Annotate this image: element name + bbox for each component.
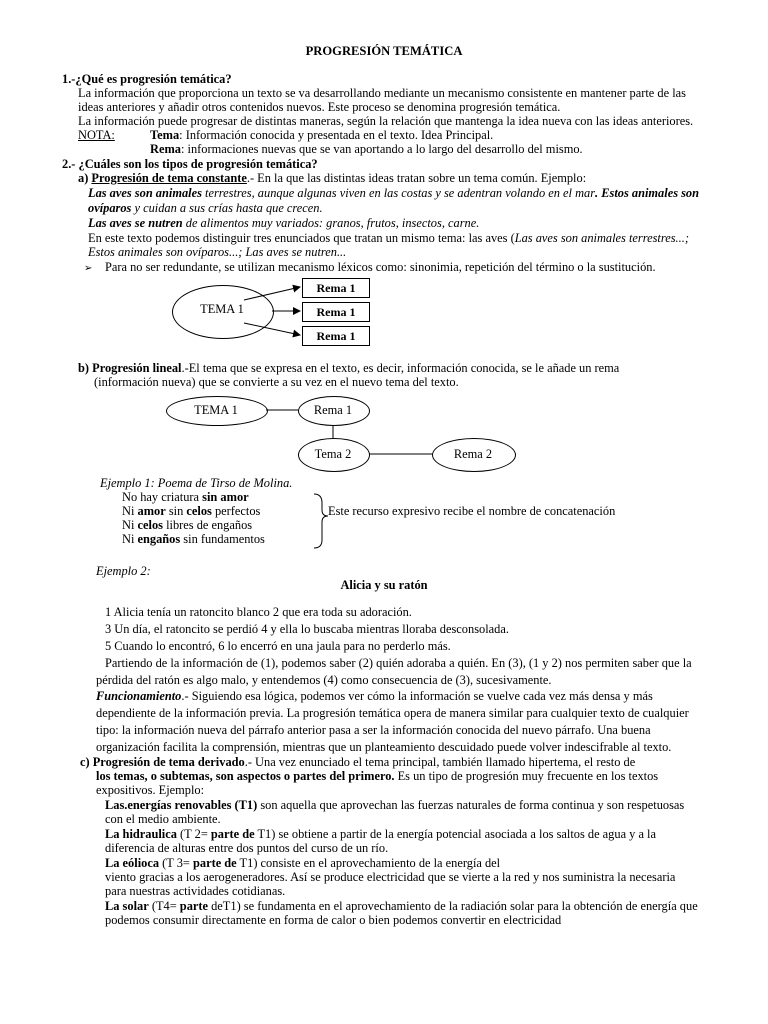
diagram-a-arrow bbox=[244, 323, 300, 335]
energy-text: T1) se obtiene a partir de la energía potencial asociada a los saltos de agua y a la bbox=[254, 827, 656, 841]
poem-line bbox=[122, 518, 252, 533]
example-a-bold: ovíparos bbox=[88, 201, 132, 215]
story-analysis: pérdida del ratón es algo malo, y entendemos (4) como consecuencia de (3), sucesivamente. bbox=[96, 673, 552, 687]
subsection-c-label: Progresión de tema derivado bbox=[92, 755, 245, 769]
section-1-paragraph-line: La información puede progresar de distintas maneras, según la relación que mantenga la idea nueva con las ideas anteriores. bbox=[78, 114, 694, 128]
diagram-a-rema-box: Rema 1 bbox=[302, 302, 370, 322]
energy-text: son aquella que aprovechan las fuerzas naturales de forma continua y son respetuosas bbox=[257, 798, 685, 812]
poem-text: libres de engaños bbox=[162, 518, 253, 532]
subsection-a-label: Progresión de tema constante bbox=[91, 171, 247, 185]
funcionamiento-text: .- Siguiendo esa lógica, podemos ver cómo la información se vuelve cada vez más densa y más bbox=[181, 689, 653, 703]
poem-bold: amor bbox=[137, 504, 166, 518]
energy-bold: parte bbox=[179, 899, 209, 913]
funcionamiento-line: tipo: la información nueva del párrafo anterior pasa a ser la información conocida del nuevo párrafo. Una buena bbox=[96, 723, 651, 737]
energy-text: deT1) se fundamenta en el aprovechamiento de la radiación solar para la obtención de energía que bbox=[208, 899, 698, 913]
subsection-c-heading bbox=[80, 755, 635, 770]
section-1-paragraph-line: La información que proporciona un texto se va desarrollando mediante un mecanismo consistente en mantener parte de las bbox=[78, 86, 686, 100]
energy-bold: parte de bbox=[210, 827, 255, 841]
subsection-c-bold: los temas, o subtemas, son aspectos o partes del primero. bbox=[96, 769, 395, 783]
energy-example-cont: con el medio ambiente. bbox=[105, 812, 221, 826]
arrow-bullet-icon: ➢ bbox=[84, 263, 93, 274]
example-a-italic: de alimentos muy variados: granos, frutos, insectos, carne. bbox=[182, 216, 480, 230]
poem-bold: sin amor bbox=[202, 490, 249, 504]
energy-text: T1) consiste en el aprovechamiento de la energía del bbox=[236, 856, 501, 870]
diagram-b-tema2-label: Tema 2 bbox=[314, 447, 352, 461]
poem-text: Ni bbox=[122, 504, 138, 518]
subsection-a-marker: a) bbox=[78, 171, 92, 185]
tema-label: Tema bbox=[150, 128, 180, 142]
subsection-b-label: Progresión lineal bbox=[92, 361, 182, 375]
funcionamiento-line bbox=[96, 689, 653, 704]
diagram-a-arrow bbox=[244, 287, 300, 300]
diagram-b-rema2-label: Rema 2 bbox=[453, 447, 493, 461]
poem-text: sin bbox=[165, 504, 187, 518]
poem-line bbox=[122, 504, 260, 519]
energy-example bbox=[105, 798, 684, 813]
section-1-heading: 1.-¿Qué es progresión temática? bbox=[62, 72, 232, 86]
funcionamiento-line: dependiente de la información previa. La progresión temática opera de manera similar para cualquier texto de cualquier bbox=[96, 706, 689, 720]
subsection-c-line bbox=[96, 769, 658, 784]
subsection-b-marker: b) bbox=[78, 361, 93, 375]
story-title: Alicia y su ratón bbox=[340, 578, 428, 592]
subsection-c-line: expositivos. Ejemplo: bbox=[96, 783, 205, 797]
energy-text: (T 3= bbox=[159, 856, 193, 870]
story-line: 5 Cuando lo encontró, 6 lo encerró en una jaula para no perderlo más. bbox=[105, 639, 451, 653]
example-a-bold: Las aves son animales bbox=[88, 186, 202, 200]
bullet-text: Para no ser redundante, se utilizan mecanismo léxicos como: sinonimia, repetición del término o la sustitución. bbox=[105, 260, 656, 274]
energy-text: (T4= bbox=[148, 899, 180, 913]
poem-text: Ni bbox=[122, 532, 138, 546]
energy-example-cont: viento gracias a los aerogeneradores. Así se produce electricidad que se vierte a la red y nos suministra la necesaria bbox=[105, 870, 676, 884]
diagram-a-tema-label: TEMA 1 bbox=[200, 302, 244, 316]
subsection-c-text: .- Una vez enunciado el tema principal, también llamado hipertema, el resto de bbox=[244, 755, 636, 769]
energy-bold: La eólioca bbox=[105, 856, 160, 870]
curly-brace-icon bbox=[314, 494, 328, 548]
energy-bold: Las.energías renovables (T1) bbox=[105, 798, 258, 812]
poem-text: No hay criatura bbox=[122, 490, 203, 504]
energy-example-cont: diferencia de alturas entre dos puntos del curso de un río. bbox=[105, 841, 389, 855]
subsection-a-text: .- En la que las distintas ideas tratan sobre un tema común. Ejemplo: bbox=[246, 171, 587, 185]
energy-example bbox=[105, 827, 656, 842]
example-a-analysis-italic: Las aves son animales terrestres...; bbox=[514, 231, 689, 245]
rema-label: Rema bbox=[150, 142, 181, 156]
diagram-b-tema1-label: TEMA 1 bbox=[194, 403, 238, 417]
poem-text: sin fundamentos bbox=[180, 532, 265, 546]
example-2-title: Ejemplo 2: bbox=[96, 564, 151, 578]
diagram-a-rema-box: Rema 1 bbox=[302, 278, 370, 298]
poem-line bbox=[122, 490, 249, 505]
tema-definition: : Información conocida y presentada en el texto. Idea Principal. bbox=[179, 128, 494, 142]
poem-bold: celos bbox=[137, 518, 163, 532]
story-line: 1 Alicia tenía un ratoncito blanco 2 que era toda su adoración. bbox=[105, 605, 412, 619]
example-a-analysis-text: En este texto podemos distinguir tres enunciados que tratan un mismo tema: las aves ( bbox=[88, 231, 515, 245]
subsection-b-text-cont: (información nueva) que se convierte a su vez en el nuevo tema del texto. bbox=[94, 375, 459, 389]
subsection-c-marker: c) bbox=[80, 755, 93, 769]
funcionamiento-line: organización facilita la comprensión, mientras que un planteamiento descuidado puede volver indescifrable al texto. bbox=[96, 740, 672, 754]
energy-example bbox=[105, 856, 500, 871]
poem-bold: engaños bbox=[137, 532, 181, 546]
poem-text: perfectos bbox=[211, 504, 261, 518]
example-a-bold: Las aves se nutren bbox=[88, 216, 183, 230]
example-a-italic: y cuidan a sus crías hasta que crecen. bbox=[131, 201, 323, 215]
energy-bold: La solar bbox=[105, 899, 149, 913]
energy-example-cont: para nuestras actividades cotidianas. bbox=[105, 884, 286, 898]
story-line: 3 Un día, el ratoncito se perdió 4 y ella lo buscaba mientras lloraba desconsolada. bbox=[105, 622, 509, 636]
poem-text: Ni bbox=[122, 518, 138, 532]
subsection-b-text: .-El tema que se expresa en el texto, es decir, información conocida, se le añade un rema bbox=[181, 361, 620, 375]
diagram-b-rema1-label: Rema 1 bbox=[313, 403, 353, 417]
subsection-c-text: Es un tipo de progresión muy frecuente en los textos bbox=[394, 769, 659, 783]
funcionamiento-label: Funcionamiento bbox=[96, 689, 182, 703]
section-1-paragraph-line: ideas anteriores y añadir otros contenidos nuevos. Este proceso se denomina progresión temática. bbox=[78, 100, 561, 114]
poem-bold: celos bbox=[186, 504, 212, 518]
subsection-b-heading bbox=[78, 361, 619, 376]
page-title: PROGRESIÓN TEMÁTICA bbox=[305, 44, 463, 58]
energy-bold: La hidraulica bbox=[105, 827, 177, 841]
brace-note: Este recurso expresivo recibe el nombre de concatenación bbox=[328, 504, 616, 518]
example-1-title: Ejemplo 1: Poema de Tirso de Molina. bbox=[100, 476, 293, 490]
energy-example bbox=[105, 899, 698, 914]
section-2-heading: 2.- ¿Cuáles son los tipos de progresión temática? bbox=[62, 157, 318, 171]
poem-line bbox=[122, 532, 265, 547]
nota-label: NOTA: bbox=[78, 128, 115, 142]
energy-example-cont: podemos consumir directamente en forma de calor o bien podemos convertir en electricidad bbox=[105, 913, 562, 927]
example-a-bold: . Estos animales son bbox=[595, 186, 700, 200]
energy-text: (T 2= bbox=[176, 827, 211, 841]
energy-bold: parte de bbox=[192, 856, 237, 870]
rema-definition: : informaciones nuevas que se van aportando a lo largo del desarrollo del mismo. bbox=[180, 142, 583, 156]
example-a-italic: terrestres, aunque algunas viven en las costas y se adentran volando en el mar bbox=[201, 186, 596, 200]
story-analysis: Partiendo de la información de (1), podemos saber (2) quién adoraba a quién. En (3), (1 y 2) nos permiten saber que la bbox=[105, 656, 692, 670]
diagram-a-rema-box: Rema 1 bbox=[302, 326, 370, 346]
example-a-analysis-cont: Estos animales son ovíparos...; Las aves se nutren... bbox=[88, 245, 347, 259]
